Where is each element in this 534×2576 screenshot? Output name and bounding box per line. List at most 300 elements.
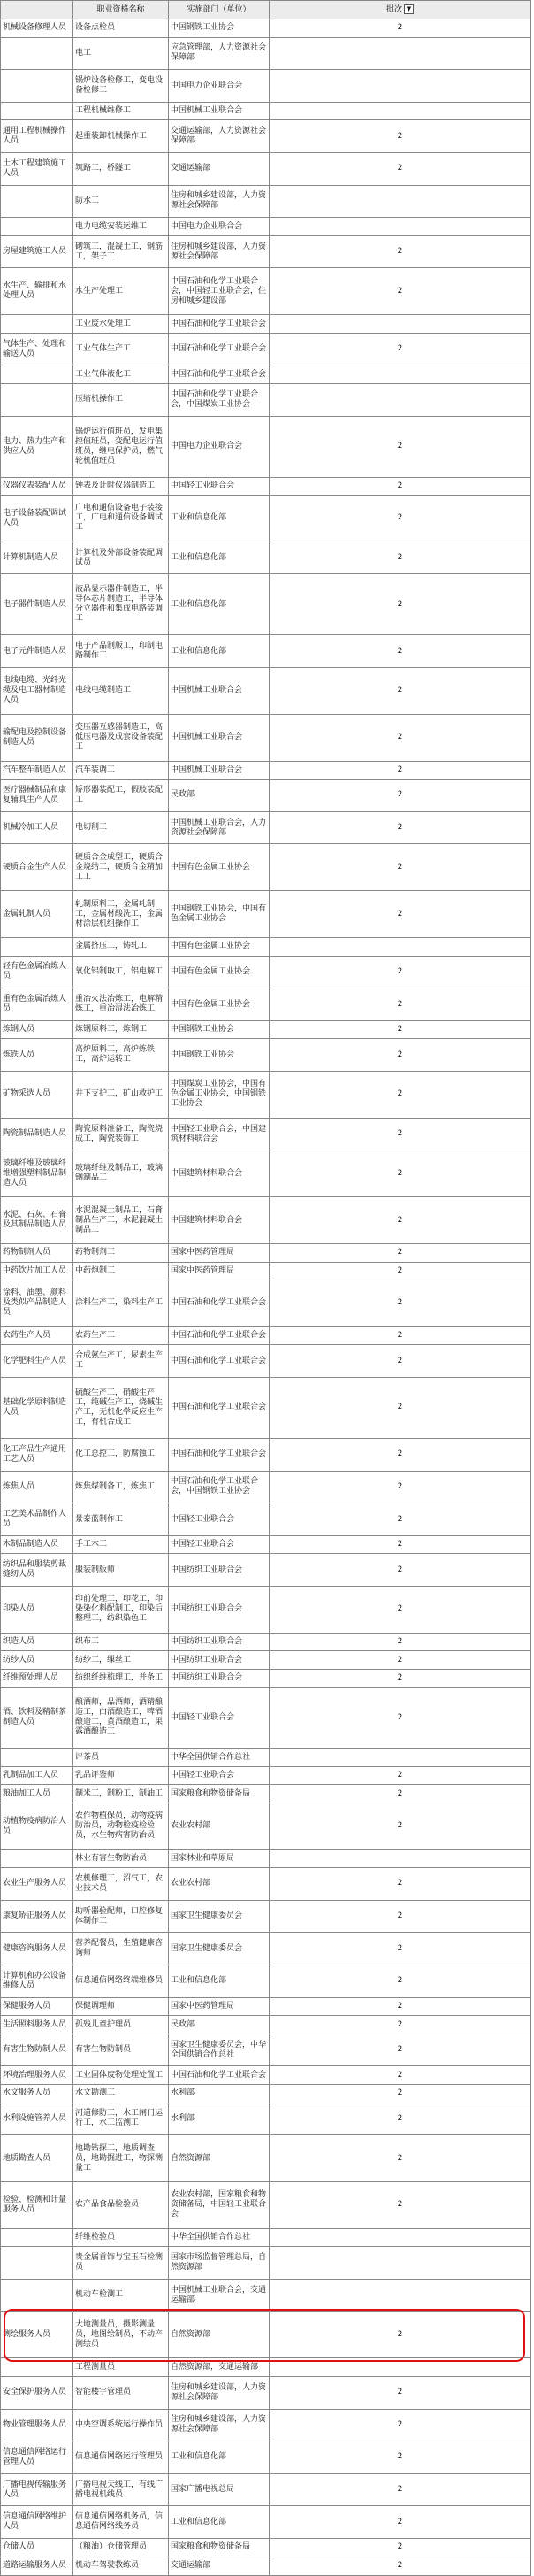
row-qualification-name: 服装制版师 [73,1554,169,1587]
row-category: 药物制剂人员 [1,1244,73,1263]
row-category: 地质勘查人员 [1,2135,73,2182]
table-row [1,891,531,938]
row-category: 道路运输服务人员 [1,2557,73,2575]
row-batch: 2 [270,668,531,715]
row-qualification-name: 重冶火法冶炼工，电解精炼工，重冶湿法冶炼工 [73,988,169,1021]
row-batch: 2 [270,1900,531,1933]
row-category: 测绘服务人员 [1,2311,73,2358]
row-department: 国家林业和草原局 [169,1849,270,1868]
row-batch: 2 [270,2135,531,2182]
table-row [1,185,531,218]
row-department: 中国石油和化学工业联合会 [169,1378,270,1439]
row-category: 水生产、输排和水处理人员 [1,268,73,315]
row-batch: 2 [270,477,531,496]
row-category: 玻璃纤维及玻璃纤维增强塑料制品制造人员 [1,1150,73,1197]
row-department: 自然资源部 [169,2135,270,2182]
row-department: 交通运输部 [169,153,270,186]
table-row [1,2016,531,2034]
row-qualification-name: 手工木工 [73,1535,169,1554]
row-category: 仪器仪表装配人员 [1,477,73,496]
table-row [1,102,531,120]
row-category: 动植物疫病防治人员 [1,1803,73,1849]
row-category [1,383,73,416]
row-batch: 2 [270,1438,531,1471]
row-batch: 2 [270,2441,531,2474]
table-row [1,2228,531,2247]
row-batch: 2 [270,1345,531,1378]
row-qualification-name: 设备点检员 [73,19,169,38]
row-category: 农业生产服务人员 [1,1868,73,1901]
row-category: 气体生产、处理和输送人员 [1,333,73,365]
row-qualification-name: 硫酸生产工，硝酸生产工，纯碱生产工，烧碱生产工，无机化学反应生产工，有机合成工 [73,1378,169,1439]
row-qualification-name: 合成氨生产工，尿素生产工 [73,1345,169,1378]
row-qualification-name: 炼焦煤制备工，炼焦工 [73,1471,169,1503]
row-batch: 2 [270,2311,531,2358]
row-category: 工艺美术品制作人员 [1,1503,73,1536]
row-category: 广播电视传输服务人员 [1,2473,73,2506]
row-department: 中国电力企业联合会 [169,70,270,103]
row-department: 工业和信息化部 [169,574,270,635]
row-batch [270,365,531,384]
row-qualification-name: 工业固体废物处理处置工 [73,2066,169,2085]
row-category [1,102,73,120]
row-qualification-name: 评茶员 [73,1749,169,1767]
row-department: 中国石油和化学工业联合会 [169,1326,270,1345]
header-batch [270,1,531,19]
row-department: 国家粮食和物资储备局 [169,1785,270,1803]
table-row [1,1150,531,1197]
row-department: 国家卫生健康委员会 [169,1933,270,1965]
table-row [1,1471,531,1503]
row-category: 医疗器械制品和康复辅具生产人员 [1,780,73,812]
row-category [1,2228,73,2247]
row-department: 自然资源部，交通运输部 [169,2358,270,2377]
header-category [1,1,73,19]
row-qualification-name: 中央空调系统运行操作员 [73,2409,169,2441]
table-row [1,2376,531,2409]
table-row [1,1766,531,1785]
row-department: 中国纺织工业联合会 [169,1669,270,1688]
row-batch [270,2279,531,2311]
table-row [1,1535,531,1554]
row-category: 酒、饮料及精制茶制造人员 [1,1688,73,1749]
row-category [1,2247,73,2280]
table-row [1,1651,531,1670]
row-batch [270,185,531,218]
table-row [1,2506,531,2539]
row-qualification-name: 保健调理师 [73,1997,169,2016]
row-qualification-name: 水泥混凝土制品工，石膏制品生产工，水泥混凝土制品工 [73,1197,169,1244]
table-row [1,2279,531,2311]
row-batch: 2 [270,1503,531,1536]
table-row [1,383,531,416]
row-category: 基础化学原料制造人员 [1,1378,73,1439]
row-category: 电子器件制造人员 [1,574,73,635]
row-department: 中国钢铁工业协会 [169,1020,270,1039]
row-department: 中国轻工业联合会 [169,1688,270,1749]
row-department: 中国有色金属工业协会 [169,844,270,891]
table-row [1,1118,531,1150]
row-qualification-name: 计算机及外部设备装配调试员 [73,542,169,574]
row-department: 水利部 [169,2084,270,2103]
row-batch: 2 [270,1280,531,1327]
row-category: 物业管理服务人员 [1,2409,73,2441]
row-batch [270,2247,531,2280]
row-category [1,2279,73,2311]
row-qualification-name: 农药生产工 [73,1326,169,1345]
table-row [1,2034,531,2066]
row-category [1,185,73,218]
row-department: 工业和信息化部 [169,2441,270,2474]
row-qualification-name: 广电和通信设备电子装接工，广电和通信设备调试工 [73,496,169,542]
row-department: 中国纺织工业联合会 [169,1633,270,1651]
row-qualification-name: 矫形器装配工，假肢装配工 [73,780,169,812]
row-category: 电力、热力生产和供应人员 [1,416,73,477]
row-category: 环境治理服务人员 [1,2066,73,2085]
row-department: 国家卫生健康委员会 [169,1900,270,1933]
row-department: 工业和信息化部 [169,2506,270,2539]
row-category: 重有色金属冶炼人员 [1,988,73,1021]
row-category: 乳制品加工人员 [1,1766,73,1785]
row-batch: 2 [270,268,531,315]
row-department: 交通运输部 [169,2557,270,2575]
row-qualification-name: 河道修防工，水工闸门运行工，水工监测工 [73,2103,169,2135]
row-department: 农业农村部，国家粮食和物资储备局，中国轻工业联合会 [169,2181,270,2228]
row-batch: 2 [270,1651,531,1670]
table-row [1,1039,531,1072]
row-department: 中国石油和化学工业联合会 [169,333,270,365]
row-qualification-name: 砌筑工，混凝土工，钢筋工，架子工 [73,235,169,268]
row-category: 炼钢人员 [1,1020,73,1039]
row-batch: 2 [270,333,531,365]
table-row [1,1933,531,1965]
row-department: 中华全国供销合作总社 [169,1749,270,1767]
row-qualification-name: 硬质合金成型工，硬质合金烧结工，硬质合金精加工工 [73,844,169,891]
row-qualification-name: 电力电缆安装运维工 [73,218,169,236]
row-batch [270,938,531,957]
row-batch: 2 [270,714,531,761]
table-row [1,1868,531,1901]
row-category: 水文服务人员 [1,2084,73,2103]
table-row [1,120,531,153]
row-department: 中国机械工业联合会，人力资源社会保障部 [169,811,270,844]
row-category: 电子元件制造人员 [1,635,73,668]
row-category: 涂料、油墨、颜料及类似产品制造人员 [1,1280,73,1327]
row-department: 工业和信息化部 [169,1965,270,1998]
row-batch: 2 [270,780,531,812]
header-row [1,1,531,19]
table-row [1,1244,531,1263]
row-category: 房屋建筑施工人员 [1,235,73,268]
row-department: 住房和城乡建设部，人力资源社会保障部 [169,2376,270,2409]
row-qualification-name: 景泰蓝制作工 [73,1503,169,1536]
row-batch: 2 [270,1039,531,1072]
row-category: 纺纱人员 [1,1651,73,1670]
table-row [1,1849,531,1868]
table-row [1,1438,531,1471]
row-batch: 2 [270,496,531,542]
row-batch: 2 [270,1072,531,1119]
table-row [1,416,531,477]
row-qualification-name: 营养配餐员，生殖健康咨询师 [73,1933,169,1965]
table-row [1,1554,531,1587]
row-qualification-name: 锅炉运行值班员，发电集控值班员，变配电运行值班员，继电保护员，燃气轮机值班员 [73,416,169,477]
table-header [1,1,531,19]
row-batch: 2 [270,2539,531,2557]
table-row [1,1326,531,1345]
row-batch: 2 [270,1785,531,1803]
row-category: 化工产品生产通用工艺人员 [1,1438,73,1471]
table-row [1,938,531,957]
row-batch: 2 [270,2066,531,2085]
row-batch: 2 [270,1471,531,1503]
row-batch: 2 [270,19,531,38]
table-row [1,1965,531,1998]
row-batch: 2 [270,2084,531,2103]
row-category: 计算机和办公设备维修人员 [1,1965,73,1998]
row-department: 国家市场监督管理总局，自然资源部 [169,2247,270,2280]
row-qualification-name: 炼钢原料工，炼钢工 [73,1020,169,1039]
row-department: 中国机械工业联合会 [169,668,270,715]
row-batch: 2 [270,574,531,635]
row-category: 陶瓷制品制造人员 [1,1118,73,1150]
row-category: 硬质合金生产人员 [1,844,73,891]
row-category [1,315,73,334]
table-row [1,668,531,715]
table-body [1,19,531,2576]
row-batch: 2 [270,1669,531,1688]
row-category: 农药生产人员 [1,1326,73,1345]
row-category: 粮油加工人员 [1,1785,73,1803]
row-batch: 2 [270,1633,531,1651]
table-row [1,1785,531,1803]
row-batch: 2 [270,2016,531,2034]
row-qualification-name: 液晶显示器件制造工，半导体芯片制造工，半导体分立器件和集成电路装调工 [73,574,169,635]
row-qualification-name: 锅炉设备检修工，变电设备检修工 [73,70,169,103]
row-qualification-name: 纺纱工，缫丝工 [73,1651,169,1670]
row-department: 国家中医药管理局 [169,1244,270,1263]
row-category: 信息通信网络运行管理人员 [1,2441,73,2474]
row-category: 生活照料服务人员 [1,2016,73,2034]
row-batch [270,1849,531,1868]
row-department: 中国有色金属工业协会 [169,988,270,1021]
table-row [1,1280,531,1327]
table-row [1,542,531,574]
row-qualification-name: 变压器互感器制造工，高低压电器及成套设备装配工 [73,714,169,761]
row-qualification-name: 助听器验配师，口腔修复体制作工 [73,1900,169,1933]
row-batch: 2 [270,1766,531,1785]
row-qualification-name: 工业气体生产工 [73,333,169,365]
table-row [1,2135,531,2182]
row-department: 中国机械工业联合会 [169,761,270,780]
header-department: 实施部门（单位） [169,1,270,19]
row-qualification-name: 筑路工，桥隧工 [73,153,169,186]
table-row [1,1197,531,1244]
row-category: 轻有色金属冶炼人员 [1,956,73,988]
row-qualification-name: 纤维检验员 [73,2228,169,2247]
row-department: 住房和城乡建设部，人力资源社会保障部 [169,185,270,218]
row-department: 水利部 [169,2103,270,2135]
row-batch: 2 [270,1803,531,1849]
row-qualification-name: 农作物植保员，动物疫病防治员，动物检疫检验员，水生物病害防治员 [73,1803,169,1849]
row-department: 国家中医药管理局 [169,1262,270,1280]
table-row [1,574,531,635]
row-qualification-name: 有害生物防制员 [73,2034,169,2066]
row-department: 应急管理部，人力资源社会保障部 [169,37,270,70]
row-qualification-name: 农产品食品检验员 [73,2181,169,2228]
row-batch: 2 [270,2557,531,2575]
row-department: 中国建筑材料联合会 [169,1197,270,1244]
row-qualification-name: 氧化铝制取工，铝电解工 [73,956,169,988]
row-qualification-name: 工业废水处理工 [73,315,169,334]
table-row [1,780,531,812]
table-row [1,1345,531,1378]
row-category: 织造人员 [1,1633,73,1651]
row-qualification-name: 起重装卸机械操作工 [73,120,169,153]
row-qualification-name: 电线电缆制造工 [73,668,169,715]
row-batch: 2 [270,2473,531,2506]
row-batch: 2 [270,1020,531,1039]
row-department: 中国轻工业联合会，中国建筑材料联合会 [169,1118,270,1150]
row-department: 中国石油和化学工业联合会，中国钢铁工业协会 [169,1471,270,1503]
table-row [1,1378,531,1439]
row-qualification-name: 信息通信网络终端维修员 [73,1965,169,1998]
row-department: 中国石油和化学工业联合会 [169,1438,270,1471]
row-category: 电线电缆、光纤光缆及电工器材制造人员 [1,668,73,715]
row-qualification-name: 水文勘测工 [73,2084,169,2103]
row-qualification-name: 信息通信网络运行管理员 [73,2441,169,2474]
table-row [1,2084,531,2103]
row-department: 中国石油和化学工业联合会 [169,365,270,384]
row-category: 健康咨询服务人员 [1,1933,73,1965]
row-batch: 2 [270,1326,531,1345]
table-row [1,1997,531,2016]
row-batch: 2 [270,1535,531,1554]
row-qualification-name: 钟表及计时仪器制造工 [73,477,169,496]
row-qualification-name: 汽车装调工 [73,761,169,780]
table-row [1,37,531,70]
row-batch [270,102,531,120]
row-category: 机械冷加工人员 [1,811,73,844]
row-batch: 2 [270,1118,531,1150]
row-category: 康复矫正服务人员 [1,1900,73,1933]
row-qualification-name: 防水工 [73,185,169,218]
row-qualification-name: 工程机械维修工 [73,102,169,120]
row-qualification-name: 电工 [73,37,169,70]
row-batch: 2 [270,1868,531,1901]
row-batch: 2 [270,761,531,780]
row-category [1,1749,73,1767]
row-department: 中国机械工业联合会，交通运输部 [169,2279,270,2311]
row-batch: 2 [270,542,531,574]
table-row [1,1587,531,1634]
row-department: 中国有色金属工业协会 [169,956,270,988]
row-department: 农业农村部 [169,1868,270,1901]
row-category: 保健服务人员 [1,1997,73,2016]
row-department: 国家中医药管理局 [169,1997,270,2016]
table-row [1,1633,531,1651]
table-row [1,1688,531,1749]
row-batch: 2 [270,1244,531,1263]
row-department: 中国石油和化学工业联合会 [169,1345,270,1378]
row-department: 中国电力企业联合会 [169,218,270,236]
row-qualification-name: 纺织纤维梳理工，并条工 [73,1669,169,1688]
row-department: 中国石油和化学工业联合会 [169,2066,270,2085]
row-category: 水利设施管养人员 [1,2103,73,2135]
row-category: 纤维预处理人员 [1,1669,73,1688]
row-qualification-name: 制米工，制粉工，制油工 [73,1785,169,1803]
row-department: 民政部 [169,780,270,812]
row-department: 交通运输部，人力资源社会保障部 [169,120,270,153]
row-category [1,70,73,103]
row-qualification-name: 智能楼宇管理员 [73,2376,169,2409]
row-qualification-name: 大地测量员，摄影测量员，地图绘制员，不动产测绘员 [73,2311,169,2358]
row-batch: 2 [270,844,531,891]
table-row [1,2103,531,2135]
table-row [1,70,531,103]
row-batch: 2 [270,2506,531,2539]
row-department: 中国钢铁工业协会 [169,19,270,38]
row-department: 中华全国供销合作总社 [169,2228,270,2247]
row-department: 中国纺织工业联合会 [169,1651,270,1670]
row-qualification-name: 机动车驾驶教练员 [73,2557,169,2575]
table-row [1,2539,531,2557]
row-category [1,37,73,70]
row-department: 中国煤炭工业协会，中国有色金属工业协会，中国钢铁工业协会 [169,1072,270,1119]
row-department: 中国钢铁工业协会 [169,1039,270,1072]
table-row [1,2473,531,2506]
row-batch: 2 [270,1197,531,1244]
header-batch-label: 批次 [385,5,402,14]
row-qualification-name: 印前处理工，印花工，印染染化料配制工，印染后整理工，纺织染色工 [73,1587,169,1634]
filter-dropdown-icon[interactable]: ▼ [404,4,414,14]
table-row [1,1900,531,1933]
row-category: 印染人员 [1,1587,73,1634]
row-qualification-name: 地勘钻探工，地质调查员，地勘掘进工，物探测量工 [73,2135,169,2182]
table-row [1,844,531,891]
row-category: 水泥、石灰、石膏及其制品制造人员 [1,1197,73,1244]
row-department: 自然资源部 [169,2311,270,2358]
row-department: 中国电力企业联合会 [169,416,270,477]
table-row [1,811,531,844]
row-batch: 2 [270,891,531,938]
row-category: 土木工程建筑施工人员 [1,153,73,186]
row-batch: 2 [270,2034,531,2066]
row-department: 国家卫生健康委员会，中华全国供销合作总社 [169,2034,270,2066]
row-department: 农业农村部 [169,1803,270,1849]
table-row [1,956,531,988]
table-row [1,1503,531,1536]
table-row [1,235,531,268]
table-row [1,365,531,384]
table-row [1,2409,531,2441]
row-batch: 2 [270,1378,531,1439]
row-qualification-name: 电切削工 [73,811,169,844]
table-row [1,2181,531,2228]
table-row [1,988,531,1021]
table-row [1,153,531,186]
row-department: 工业和信息化部 [169,635,270,668]
header-qualification-name: 职业资格名称 [73,1,169,19]
table-row [1,2441,531,2474]
row-batch: 2 [270,956,531,988]
row-qualification-name: 水生产处理工 [73,268,169,315]
table-row [1,315,531,334]
row-category: 信息通信网络维护人员 [1,2506,73,2539]
row-batch [270,37,531,70]
row-category: 仓储人员 [1,2539,73,2557]
row-batch [270,383,531,416]
